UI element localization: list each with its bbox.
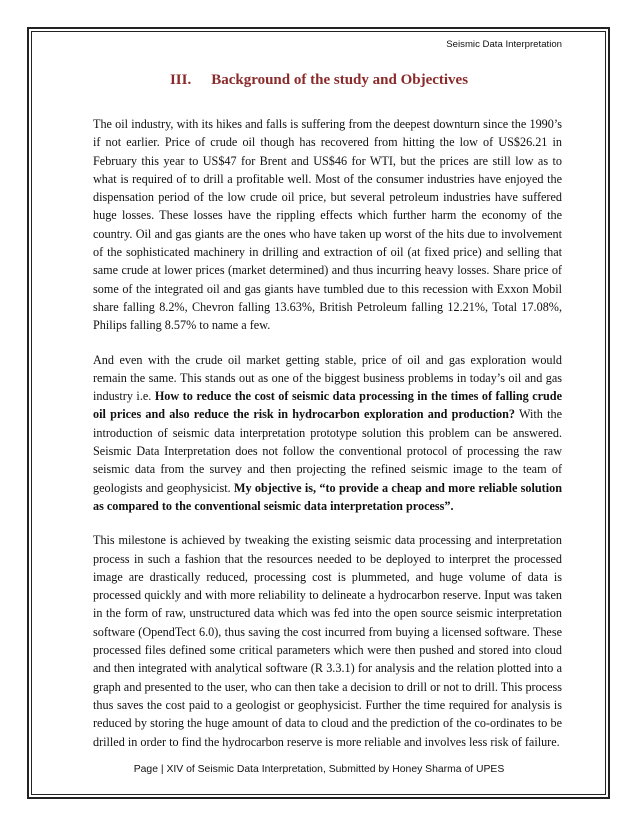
section-heading: [0, 72, 638, 89]
section-title: Background of the study and Objectives: [211, 72, 469, 88]
paragraph-1: The oil industry, with its hikes and falls is suffering from the deepest downturn since the 1990’s if not earlier. Price of crude oil though has recovered from hitting the low of US$26.21 in February this year to US$47 for Brent and US$46 for WTI, but the prices are still low as to what is required of to drill a profitable well. Most of the consumer industries have enjoyed the dispensation period of the low crude oil price, but several petroleum industries have suffered huge losses. These losses have the rippling effects which further harm the economy of the country. Oil and gas giants are the ones who have taken up worst of the hits due to involvement of the sophisticated machinery in drilling and extraction of oil (at fixed price) and selling that same crude at lower prices (market determined) and thus incurring heavy losses. Share price of some of the integrated oil and gas giants have tumbled due to this recession with Exxon Mobil share falling 8.2%, Chevron falling 13.63%, British Petroleum falling 12.21%, Total 17.08%, Philips falling 8.57% to name a few.: [93, 117, 562, 333]
research-question: How to reduce the cost of seismic data processing in the times of falling crude oil prices and also reduce the risk in hydrocarbon exploration and production?: [93, 389, 562, 422]
paragraph-2-part-c: With the introduction of seismic data interpretation prototype solution this problem can be answered. Seismic Data Interpretation does not follow the conventional protocol of processing the raw seismic data from the survey and then projecting the refined seismic image to the team of geologists and geophysicist.: [93, 407, 562, 495]
paragraph-3: This milestone is achieved by tweaking the existing seismic data processing and interpretation process in such a fashion that the resources needed to be deployed to interpret the processed image are drastically reduced, processing cost is plummeted, and huge volume of data is processed quickly and with more reliability to delineate a hydrocarbon reserve. Input was taken in the form of raw, unstructured data which was fed into the open source seismic interpretation software (OpendTect 6.0), thus saving the cost incurred from buying a licensed software. These processed files defined some critical parameters which were then pushed and stored into cloud and then integrated with analytical software (R 3.3.1) for analysis and the relation plotted into a graph and presented to the user, who can then take a decision to drill or not to drill. This process thus saves the cost paid to a geologist or geophysicist. Further the time required for analysis is reduced by storing the huge amount of data to cloud and the prediction of the co-ordinates to be drilled in order to find the hydrocarbon reserve is more reliable and involves less risk of failure.: [93, 533, 562, 749]
paragraph-2: [93, 351, 562, 516]
running-header: Seismic Data Interpretation: [446, 39, 562, 50]
body-text: [93, 115, 562, 767]
section-number: III.: [169, 72, 192, 88]
page-footer: Page | XIV of Seismic Data Interpretation, Submitted by Honey Sharma of UPES: [133, 764, 505, 775]
objective-statement: My objective is, “to provide a cheap and more reliable solution as compared to the conventional seismic data interpretation process”.: [93, 480, 562, 513]
paragraph-2-part-a: And even with the crude oil market getting stable, price of oil and gas exploration would remain the same. This stands out as one of the biggest business problems in today’s oil and gas industry i.e.: [93, 352, 562, 404]
